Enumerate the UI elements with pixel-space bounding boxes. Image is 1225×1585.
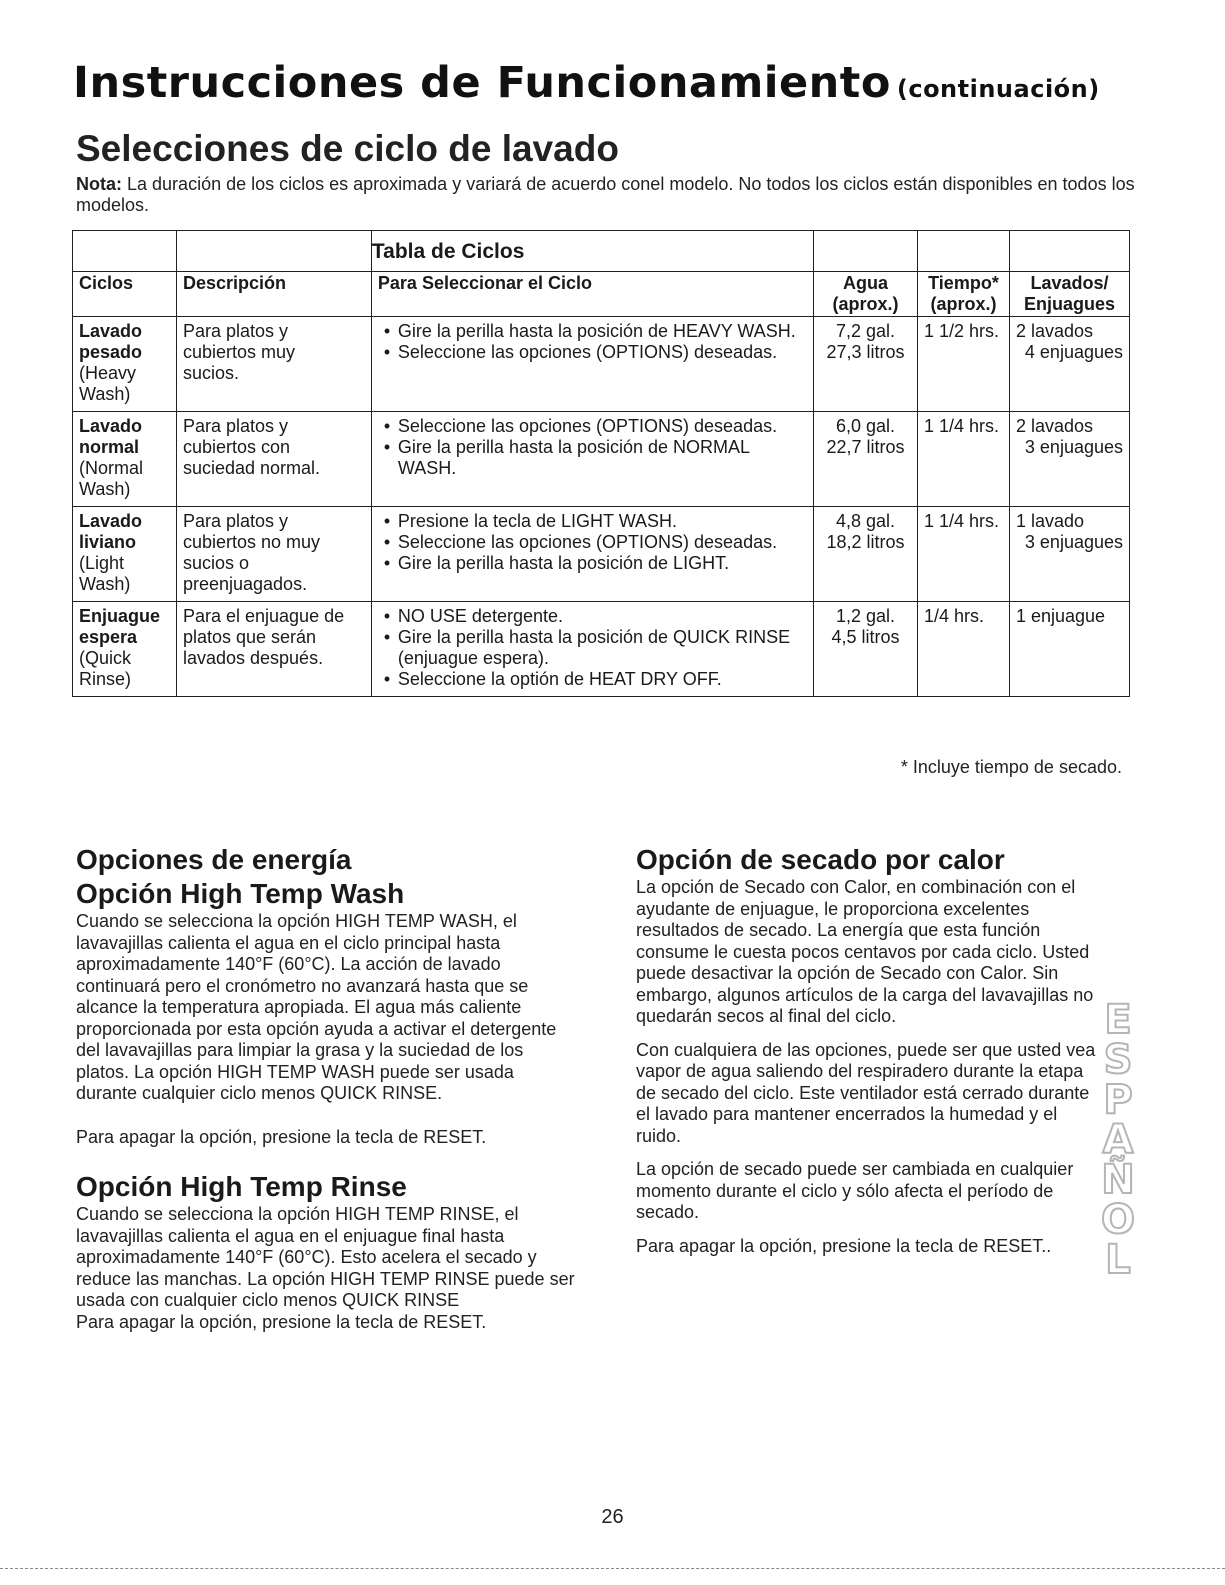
cycle-steps: • Presione la tecla de LIGHT WASH. • Seleccione las opciones (OPTIONS) deseadas. • Gire la perilla hasta la posición de LIGHT. xyxy=(371,507,813,602)
cycle-water: 1,2 gal. 4,5 litros xyxy=(814,602,918,697)
table-row xyxy=(73,317,1130,412)
cycle-description: Para platos y cubiertos con suciedad normal. xyxy=(176,412,371,507)
header-descripcion: Descripción xyxy=(176,272,371,317)
cycle-steps: • NO USE detergente. • Gire la perilla hasta la posición de QUICK RINSE (enjuague espera). • Seleccione la optión de HEAT DRY OFF. xyxy=(371,602,813,697)
cycle-washes: 2 lavados 3 enjuagues xyxy=(1009,412,1129,507)
note xyxy=(76,174,1136,216)
table-row xyxy=(73,602,1130,697)
cycle-name: Enjuague espera (Quick Rinse) xyxy=(73,602,177,697)
page-number: 26 xyxy=(601,1506,624,1528)
side-letter: P xyxy=(1103,1077,1133,1123)
side-letter: Ñ xyxy=(1101,1157,1135,1203)
energy-options-column xyxy=(76,843,576,1333)
cycle-steps: • Gire la perilla hasta la posición de HEAVY WASH. • Seleccione las opciones (OPTIONS) deseadas. xyxy=(371,317,813,412)
header-seleccionar: Para Seleccionar el Ciclo xyxy=(371,272,813,317)
heat-dry-change-text: La opción de secado puede ser cambiada en cualquier momento durante el ciclo y sólo afecta el período de secado. xyxy=(636,1159,1074,1222)
cycle-time: 1 1/4 hrs. xyxy=(918,412,1010,507)
page-title: Instrucciones de Funcionamiento (continuación) xyxy=(73,58,1100,108)
page-title-suffix: (continuación) xyxy=(896,75,1100,103)
note-label: Nota: xyxy=(76,174,122,194)
heat-dry-column xyxy=(636,843,1106,1257)
table-row xyxy=(73,507,1130,602)
table-footnote: * Incluye tiempo de secado. xyxy=(900,757,1122,777)
side-letter: A xyxy=(1102,1117,1134,1163)
cycle-description: Para platos y cubiertos no muy sucios o preenjuagados. xyxy=(176,507,371,602)
high-temp-rinse-text: Cuando se selecciona la opción HIGH TEMP RINSE, el lavavajillas calienta el agua en el enjuague final hasta aproximadamente 140°F (60°C). Esto acelera el secado y reduce las manchas. La opción HIGH TEMP RINSE puede ser usada con cualquier ciclo menos QUICK RINSE xyxy=(76,1204,575,1310)
table-caption: Tabla de Ciclos xyxy=(371,231,813,272)
high-temp-wash-text: Cuando se selecciona la opción HIGH TEMP WASH, el lavavajillas calienta el agua en el ciclo principal hasta aproximadamente 140°F (60°C). La acción de lavado continuará pero el cronómetro no avanzará hasta que se alcance la temperatura apropiada. El agua más caliente proporcionada por esta opción ayuda a activar el detergente del lavavajillas para limpiar la grasa y la suciedad de los platos. La opción HIGH TEMP WASH puede ser usada durante cualquier ciclo menos QUICK RINSE. xyxy=(76,911,557,1103)
cycle-water: 6,0 gal. 22,7 litros xyxy=(814,412,918,507)
cycle-description: Para el enjuague de platos que serán lavados después. xyxy=(176,602,371,697)
side-letter: O xyxy=(1100,1197,1135,1243)
side-letter: S xyxy=(1103,1037,1133,1083)
cycle-description: Para platos y cubiertos muy sucios. xyxy=(176,317,371,412)
header-ciclos: Ciclos xyxy=(73,272,177,317)
side-letter: E xyxy=(1104,997,1132,1043)
cycle-name: Lavado normal (Normal Wash) xyxy=(73,412,177,507)
table-row xyxy=(73,412,1130,507)
table-header-row xyxy=(73,272,1130,317)
high-temp-wash-heading: Opción High Temp Wash xyxy=(76,878,405,909)
bottom-divider xyxy=(0,1568,1225,1569)
heat-dry-reset-text: Para apagar la opción, presione la tecla de RESET.. xyxy=(636,1235,1052,1256)
heat-dry-text: La opción de Secado con Calor, en combinación con el ayudante de enjuague, le proporciona excelentes resultados de secado. La energía que esta función consume le cuesta pocos centavos por cada ciclo. Usted puede desactivar la opción de Secado con Calor. Sin embargo, algunos artículos de la carga del lavavajillas no quedarán secos al final del ciclo. xyxy=(636,877,1094,1026)
high-temp-rinse-reset-text: Para apagar la opción, presione la tecla de RESET. xyxy=(76,1311,487,1332)
cycle-time: 1/4 hrs. xyxy=(918,602,1010,697)
high-temp-wash-reset-text: Para apagar la opción, presione la tecla de RESET. xyxy=(76,1126,487,1147)
cycle-name: Lavado pesado (Heavy Wash) xyxy=(73,317,177,412)
cycle-washes: 2 lavados 4 enjuagues xyxy=(1009,317,1129,412)
header-tiempo: Tiempo* (aprox.) xyxy=(918,272,1010,317)
side-letter: L xyxy=(1105,1237,1131,1283)
cycle-name: Lavado liviano (Light Wash) xyxy=(73,507,177,602)
header-lavados: Lavados/ Enjuagues xyxy=(1009,272,1129,317)
cycle-time: 1 1/4 hrs. xyxy=(918,507,1010,602)
heat-dry-vapor-text: Con cualquiera de las opciones, puede ser que usted vea vapor de agua saliendo del respiradero durante la etapa de secado del ciclo. Este ventilador está cerrado durante el lavado para mantener encerrados la humedad y el ruido. xyxy=(636,1039,1096,1146)
cycle-water: 7,2 gal. 27,3 litros xyxy=(814,317,918,412)
note-text: La duración de los ciclos es aproximada y variará de acuerdo conel modelo. No todos los ciclos están disponibles en todos los modelos. xyxy=(76,174,1135,215)
energy-options-heading: Opciones de energía xyxy=(76,844,352,875)
cycle-steps: • Seleccione las opciones (OPTIONS) deseadas. • Gire la perilla hasta la posición de NORMAL WASH. xyxy=(371,412,813,507)
cycle-washes: 1 lavado 3 enjuagues xyxy=(1009,507,1129,602)
cycle-washes: 1 enjuague xyxy=(1009,602,1129,697)
cycle-water: 4,8 gal. 18,2 litros xyxy=(814,507,918,602)
espanol-side-label xyxy=(1098,997,1138,1283)
section-title: Selecciones de ciclo de lavado xyxy=(76,128,619,169)
cycle-time: 1 1/2 hrs. xyxy=(918,317,1010,412)
header-agua: Agua (aprox.) xyxy=(814,272,918,317)
high-temp-rinse-heading: Opción High Temp Rinse xyxy=(76,1171,407,1202)
cycle-table xyxy=(72,230,1130,697)
heat-dry-heading: Opción de secado por calor xyxy=(636,844,1005,875)
